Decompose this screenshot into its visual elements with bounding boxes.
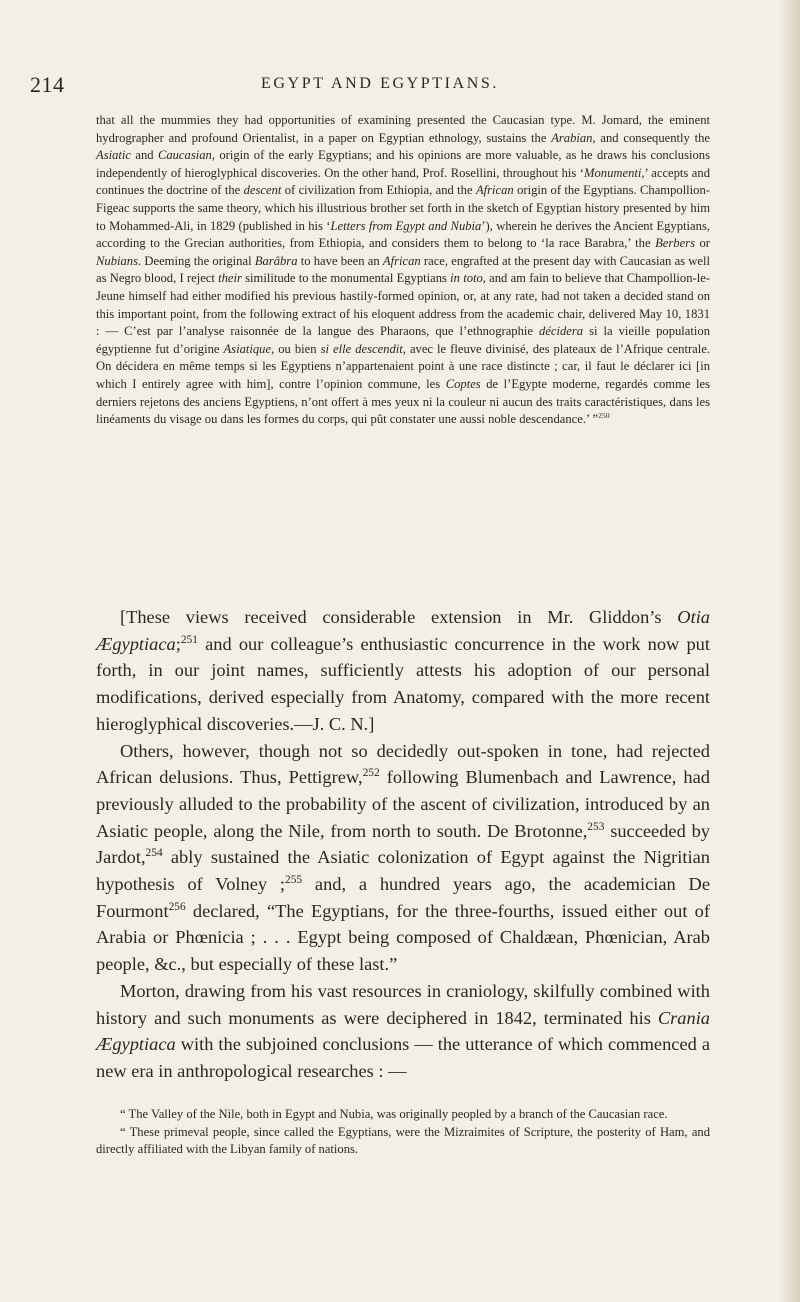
text-run: de l’Egypte moderne, regardés comme les derniers rejetons des anciens Egyptiens, n’ont offert à mes yeux ni la couleur ni aucun des traits caractéristiques, dans les linéaments du visage ou dans les formes du corps, qui pût constater une aussi noble descendance.’ ” <box>96 376 710 427</box>
text-run: si la vieille population égyptienne fut d’origine <box>96 324 710 356</box>
footnote-ref: 254 <box>145 847 163 860</box>
page-edge-shadow <box>778 0 800 1302</box>
italic-run: Barâbra <box>254 253 298 268</box>
text-run: similitude to the monumental Egyptians <box>241 271 451 286</box>
text-run: ably sustained the Asiatic colonization of Egypt against the Nigritian hypothesis of Volney ; <box>96 847 710 895</box>
italic-run: their <box>218 271 242 286</box>
italic-run: Berbers <box>655 236 695 251</box>
text-run: declared, “The Egyptians, for the three-fourths, issued either out of Arabia or Phœnicia ; . . . Egypt being composed of Chaldæan, Phœnician, Arab people, &c., but especially of these last.” <box>96 900 710 975</box>
small-type-paragraph <box>96 112 710 429</box>
running-head: EGYPT AND EGYPTIANS. <box>261 75 499 92</box>
text-run: of civilization from Ethiopia, and the <box>281 183 476 198</box>
text-run: origin of the Egyptians. Champollion-Figeac supports the same theory, which his illustrious brother set forth in the sketch of Egyptian history presented by him to Mohammed-Ali, in 1829 (published in his ‘ <box>96 183 710 233</box>
italic-run: Otia Ægyptiaca <box>96 607 710 654</box>
text-run: following Blumenbach and Lawrence, had previously alluded to the probability of the ascent of civilization, introduced by an Asiatic people, along the Nile, from north to south. De Brotonne, <box>96 767 710 841</box>
quote-paragraph: “ The Valley of the Nile, both in Egypt and Nubia, was originally peopled by a branch of the Caucasian race. <box>120 1107 668 1121</box>
text-run: with the subjoined conclusions — the utterance of which commenced a new era in anthropological researches : — <box>96 1034 710 1081</box>
text-run: Morton, drawing from his vast resources in craniology, skilfully combined with history and such monuments as were deciphered in 1842, terminated his <box>96 980 710 1028</box>
italic-run: in toto <box>450 271 483 286</box>
italic-run: Asiatique <box>223 341 272 356</box>
italic-run: Nubians <box>96 253 138 268</box>
italic-run: Caucasian <box>157 148 212 163</box>
italic-run: Letters from Egypt and Nubia <box>330 218 482 233</box>
italic-run: Monumenti <box>584 165 642 180</box>
footnote-ref: 253 <box>587 820 605 833</box>
text-run: ; <box>175 633 181 654</box>
text-run: and, a hundred years ago, the academician De Fourmont <box>96 874 710 921</box>
text-run: to have been an <box>297 253 383 268</box>
footnote-ref: 255 <box>285 873 303 886</box>
quoted-conclusions <box>96 1106 710 1159</box>
italic-run: Crania Ægyptiaca <box>96 1007 710 1055</box>
editor-note-paragraph <box>96 604 710 738</box>
text-run: and our colleague’s enthusiastic concurrence in the work now put forth, in our joint names, sufficiently attests his adoption of our personal modifications, derived especially from Anatomy, compared with the more recent hieroglyphical discoveries.—J. C. N.] <box>96 633 710 734</box>
text-run: , ou bien <box>271 341 321 356</box>
quote-paragraph: “ These primeval people, since called the Egyptians, were the Mizraimites of Scripture, the posterity of Ham, and directly affiliated with the Libyan family of nations. <box>96 1124 710 1157</box>
italic-run: African <box>382 253 421 268</box>
text-run: , avec le fleuve divinisé, des plateaux de l’Afrique centrale. On décidera en même temps si les Egyptiens n’appartenaient point à une race distincte ; car, il faut le déclarer ici [in which I entirely agree with him], contre l’opinion commune, les <box>96 341 710 391</box>
italic-run: Coptes <box>445 376 481 391</box>
text-run: that all the mummies they had opportunities of examining presented the Caucasian type. M. Jomard, the eminent hydrographer and profound Orientalist, in a paper on Egyptian ethnology, sustains the <box>96 113 710 145</box>
italic-run: Arabian <box>551 130 593 145</box>
text-run: Others, however, though not so decidedly out-spoken in tone, had rejected African delusions. Thus, Pettigrew, <box>96 740 710 788</box>
page-number: 214 <box>30 72 65 97</box>
large-type-section <box>96 604 710 1085</box>
page-header <box>30 72 730 96</box>
text-run: and <box>130 148 158 163</box>
italic-run: décidera <box>539 324 584 339</box>
body-paragraph <box>96 978 710 1085</box>
text-run: ’), wherein he derives the Ancient Egyptians, according to the Grecian authorities, from Ethiopia, and considers them to belong to ‘la race Barabra,’ the <box>96 218 710 251</box>
text-run: ,’ accepts and continues the doctrine of the <box>96 165 710 198</box>
footnote-ref: 252 <box>362 767 380 780</box>
text-run: , and am fain to believe that Champollion-le-Jeune himself had either modified his previous hastily-formed opinion, or, at any rate, had not taken a decided stand on this important point, from the following extract of his eloquent address from the academic chair, delivered May 10, 1831 : — C’est par l’analyse raisonnée de la langue des Pharaons, que l’ethnographie <box>96 271 710 339</box>
italic-run: African <box>475 183 514 198</box>
footnote-ref: 256 <box>168 900 186 913</box>
text-run: , and consequently the <box>592 130 710 145</box>
text-run: , origin of the early Egyptians; and his opinions are more valuable, as he draws his conclusions independently of hieroglyphical discoveries. On the other hand, Prof. Rosellini, throughout his ‘ <box>96 148 711 180</box>
italic-run: si elle descendit <box>320 341 403 356</box>
italic-run: Asiatic <box>96 148 131 163</box>
body-paragraph <box>96 738 710 978</box>
text-run: or <box>694 236 710 251</box>
text-run: [These views received considerable extension in Mr. Gliddon’s <box>120 607 678 627</box>
text-run: succeeded by Jardot, <box>96 820 710 868</box>
italic-run: descent <box>243 183 282 198</box>
footnote-ref: 251 <box>180 633 198 646</box>
text-run: race, engrafted at the present day with Caucasian as well as Negro blood, I reject <box>96 253 710 286</box>
text-run: . Deeming the original <box>138 253 255 268</box>
footnote-ref: 250 <box>597 410 610 420</box>
